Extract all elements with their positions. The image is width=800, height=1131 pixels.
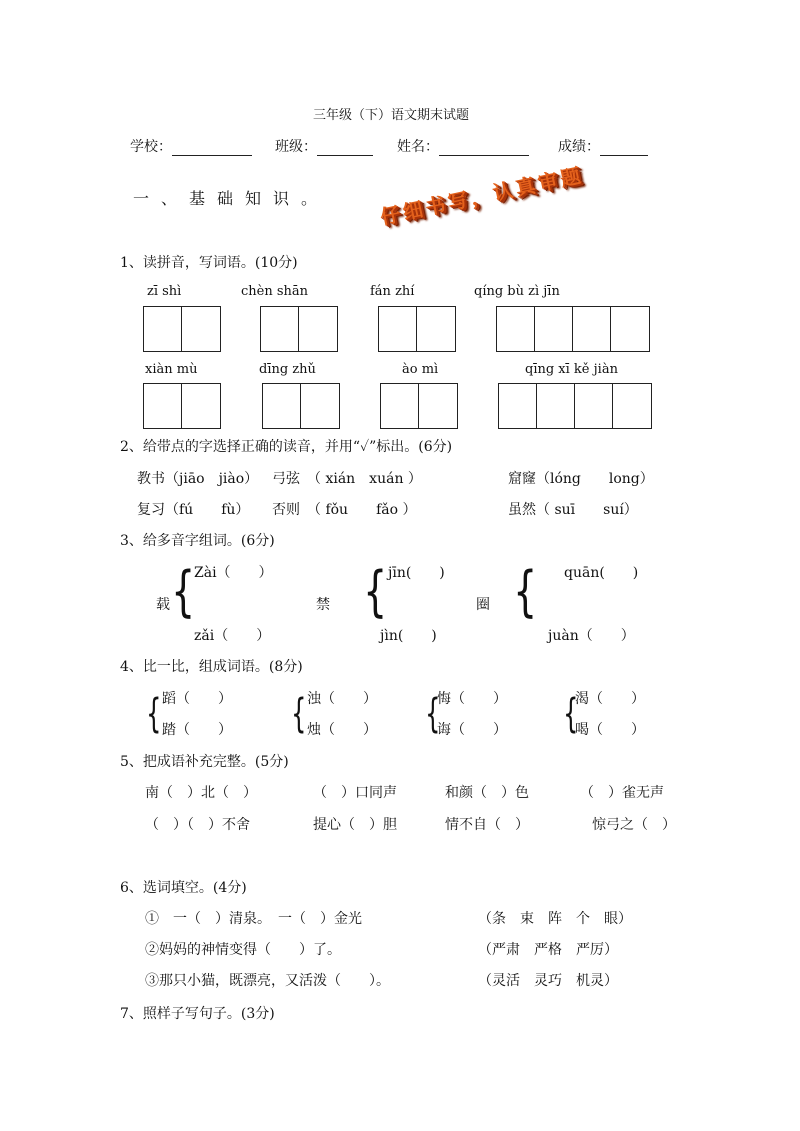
fill-sentence[interactable]: ②妈妈的神情变得（ ）了。 [145, 942, 341, 958]
score-field[interactable] [558, 136, 648, 156]
pinyin: xiàn mù [145, 362, 198, 377]
compare-word[interactable]: 渴（ ） [575, 691, 645, 707]
compare-word[interactable]: 悔（ ） [437, 691, 507, 707]
polyphone-reading[interactable]: jìn( ) [380, 628, 437, 644]
pronunciation-choice[interactable]: 弓弦 （ xián xuán ） [272, 471, 422, 487]
pinyin: chèn shān [241, 284, 309, 299]
school-label: 学校： [130, 139, 172, 155]
school-field[interactable] [130, 136, 252, 156]
brace-icon: { [425, 691, 441, 737]
writing-grid[interactable] [143, 383, 221, 429]
brace-icon: { [563, 691, 579, 737]
polyphone-reading[interactable]: Zài（ ） [194, 565, 273, 581]
brace-icon: { [146, 691, 162, 737]
writing-cell[interactable] [535, 307, 573, 351]
writing-cell[interactable] [144, 384, 182, 428]
writing-grid[interactable] [262, 383, 340, 429]
class-label: 班级： [275, 139, 317, 155]
score-label: 成绩： [558, 139, 600, 155]
idiom-blank[interactable]: 南（ ）北（ ） [145, 785, 257, 801]
pronunciation-choice[interactable]: 虽然（ suī suí） [508, 502, 638, 518]
wordart-stamp: 仔细书写，认真审题 [378, 162, 586, 230]
brace-icon: { [171, 560, 196, 623]
pinyin: zī shì [147, 284, 182, 299]
class-blank[interactable] [317, 141, 373, 156]
compare-word[interactable]: 浊（ ） [307, 691, 377, 707]
writing-grid[interactable] [260, 306, 338, 352]
polyphone-reading[interactable]: jīn( ) [388, 565, 445, 581]
compare-word[interactable]: 蹈（ ） [162, 691, 232, 707]
writing-cell[interactable] [182, 307, 220, 351]
question-3-label: 3、给多音字组词。(6分) [120, 533, 275, 549]
polyphone-reading[interactable]: quān( ) [564, 565, 639, 581]
pronunciation-choice[interactable]: 窟窿（lóng long） [508, 471, 654, 487]
pinyin: qíng bù zì jīn [474, 284, 560, 299]
writing-cell[interactable] [263, 384, 301, 428]
writing-cell[interactable] [299, 307, 337, 351]
idiom-blank[interactable]: 情不自（ ） [445, 817, 529, 833]
score-blank[interactable] [600, 141, 648, 156]
compare-word[interactable]: 诲（ ） [437, 722, 507, 738]
polyphone-char: 圈 [476, 597, 490, 613]
question-6-label: 6、选词填空。(4分) [120, 880, 247, 896]
pinyin: ào mì [402, 362, 439, 377]
pronunciation-choice[interactable]: 否则 （ fǒu fǎo ） [272, 502, 417, 518]
section-heading: 一、基础知识。 [133, 189, 330, 208]
question-4-label: 4、比一比，组成词语。(8分) [120, 659, 303, 675]
fill-sentence[interactable]: ③那只小猫，既漂亮，又活泼（ ）。 [145, 973, 390, 989]
compare-word[interactable]: 烛（ ） [307, 722, 377, 738]
polyphone-char: 禁 [316, 597, 330, 613]
writing-cell[interactable] [144, 307, 182, 351]
idiom-blank[interactable]: （ ）口同声 [313, 785, 397, 801]
writing-cell[interactable] [379, 307, 417, 351]
idiom-blank[interactable]: （ ）（ ）不舍 [145, 817, 250, 833]
class-field[interactable] [275, 136, 373, 156]
pinyin: qīng xī kě jiàn [525, 362, 618, 377]
page-title: 三年级（下）语文期末试题 [313, 108, 470, 123]
name-blank[interactable] [439, 141, 529, 156]
school-blank[interactable] [172, 141, 252, 156]
question-2-label: 2、给带点的字选择正确的读音，并用“✓”标出。(6分) [120, 439, 453, 455]
writing-cell[interactable] [613, 384, 651, 428]
writing-grid[interactable] [498, 383, 652, 429]
writing-cell[interactable] [261, 307, 299, 351]
polyphone-reading[interactable]: zǎi（ ） [194, 628, 271, 644]
writing-grid[interactable] [380, 383, 458, 429]
pronunciation-choice[interactable]: 教书（jiāo jiào） [137, 471, 259, 487]
question-1-label: 1、读拼音，写词语。(10分) [120, 255, 298, 271]
word-options: （严肃 严格 严厉） [478, 942, 618, 958]
writing-cell[interactable] [182, 384, 220, 428]
idiom-blank[interactable]: 和颜（ ）色 [445, 785, 529, 801]
writing-cell[interactable] [537, 384, 575, 428]
name-label: 姓名： [397, 139, 439, 155]
compare-word[interactable]: 喝（ ） [575, 722, 645, 738]
question-7-label: 7、照样子写句子。(3分) [120, 1006, 275, 1022]
polyphone-char: 载 [156, 597, 170, 613]
fill-sentence[interactable]: ① 一（ ）清泉。 一（ ）金光 [145, 911, 362, 927]
brace-icon: { [291, 691, 307, 737]
writing-grid[interactable] [378, 306, 456, 352]
compare-word[interactable]: 踏（ ） [162, 722, 232, 738]
word-options: （灵活 灵巧 机灵） [478, 973, 618, 989]
polyphone-reading[interactable]: juàn（ ） [548, 628, 635, 644]
idiom-blank[interactable]: 惊弓之（ ） [592, 817, 676, 833]
pinyin: dīng zhǔ [259, 362, 316, 377]
idiom-blank[interactable]: （ ）雀无声 [580, 785, 664, 801]
writing-grid[interactable] [496, 306, 650, 352]
pinyin: fán zhí [370, 284, 415, 299]
writing-cell[interactable] [611, 307, 649, 351]
brace-icon: { [363, 560, 388, 623]
pronunciation-choice[interactable]: 复习（fú fù） [137, 502, 250, 518]
word-options: （条 束 阵 个 眼） [478, 911, 632, 927]
writing-grid[interactable] [143, 306, 221, 352]
writing-cell[interactable] [573, 307, 611, 351]
name-field[interactable] [397, 136, 529, 156]
writing-cell[interactable] [497, 307, 535, 351]
idiom-blank[interactable]: 提心（ ）胆 [313, 817, 397, 833]
writing-cell[interactable] [499, 384, 537, 428]
writing-cell[interactable] [575, 384, 613, 428]
question-5-label: 5、把成语补充完整。(5分) [120, 754, 289, 770]
writing-cell[interactable] [417, 307, 455, 351]
writing-cell[interactable] [301, 384, 339, 428]
brace-icon: { [513, 560, 538, 623]
writing-cell[interactable] [419, 384, 457, 428]
writing-cell[interactable] [381, 384, 419, 428]
